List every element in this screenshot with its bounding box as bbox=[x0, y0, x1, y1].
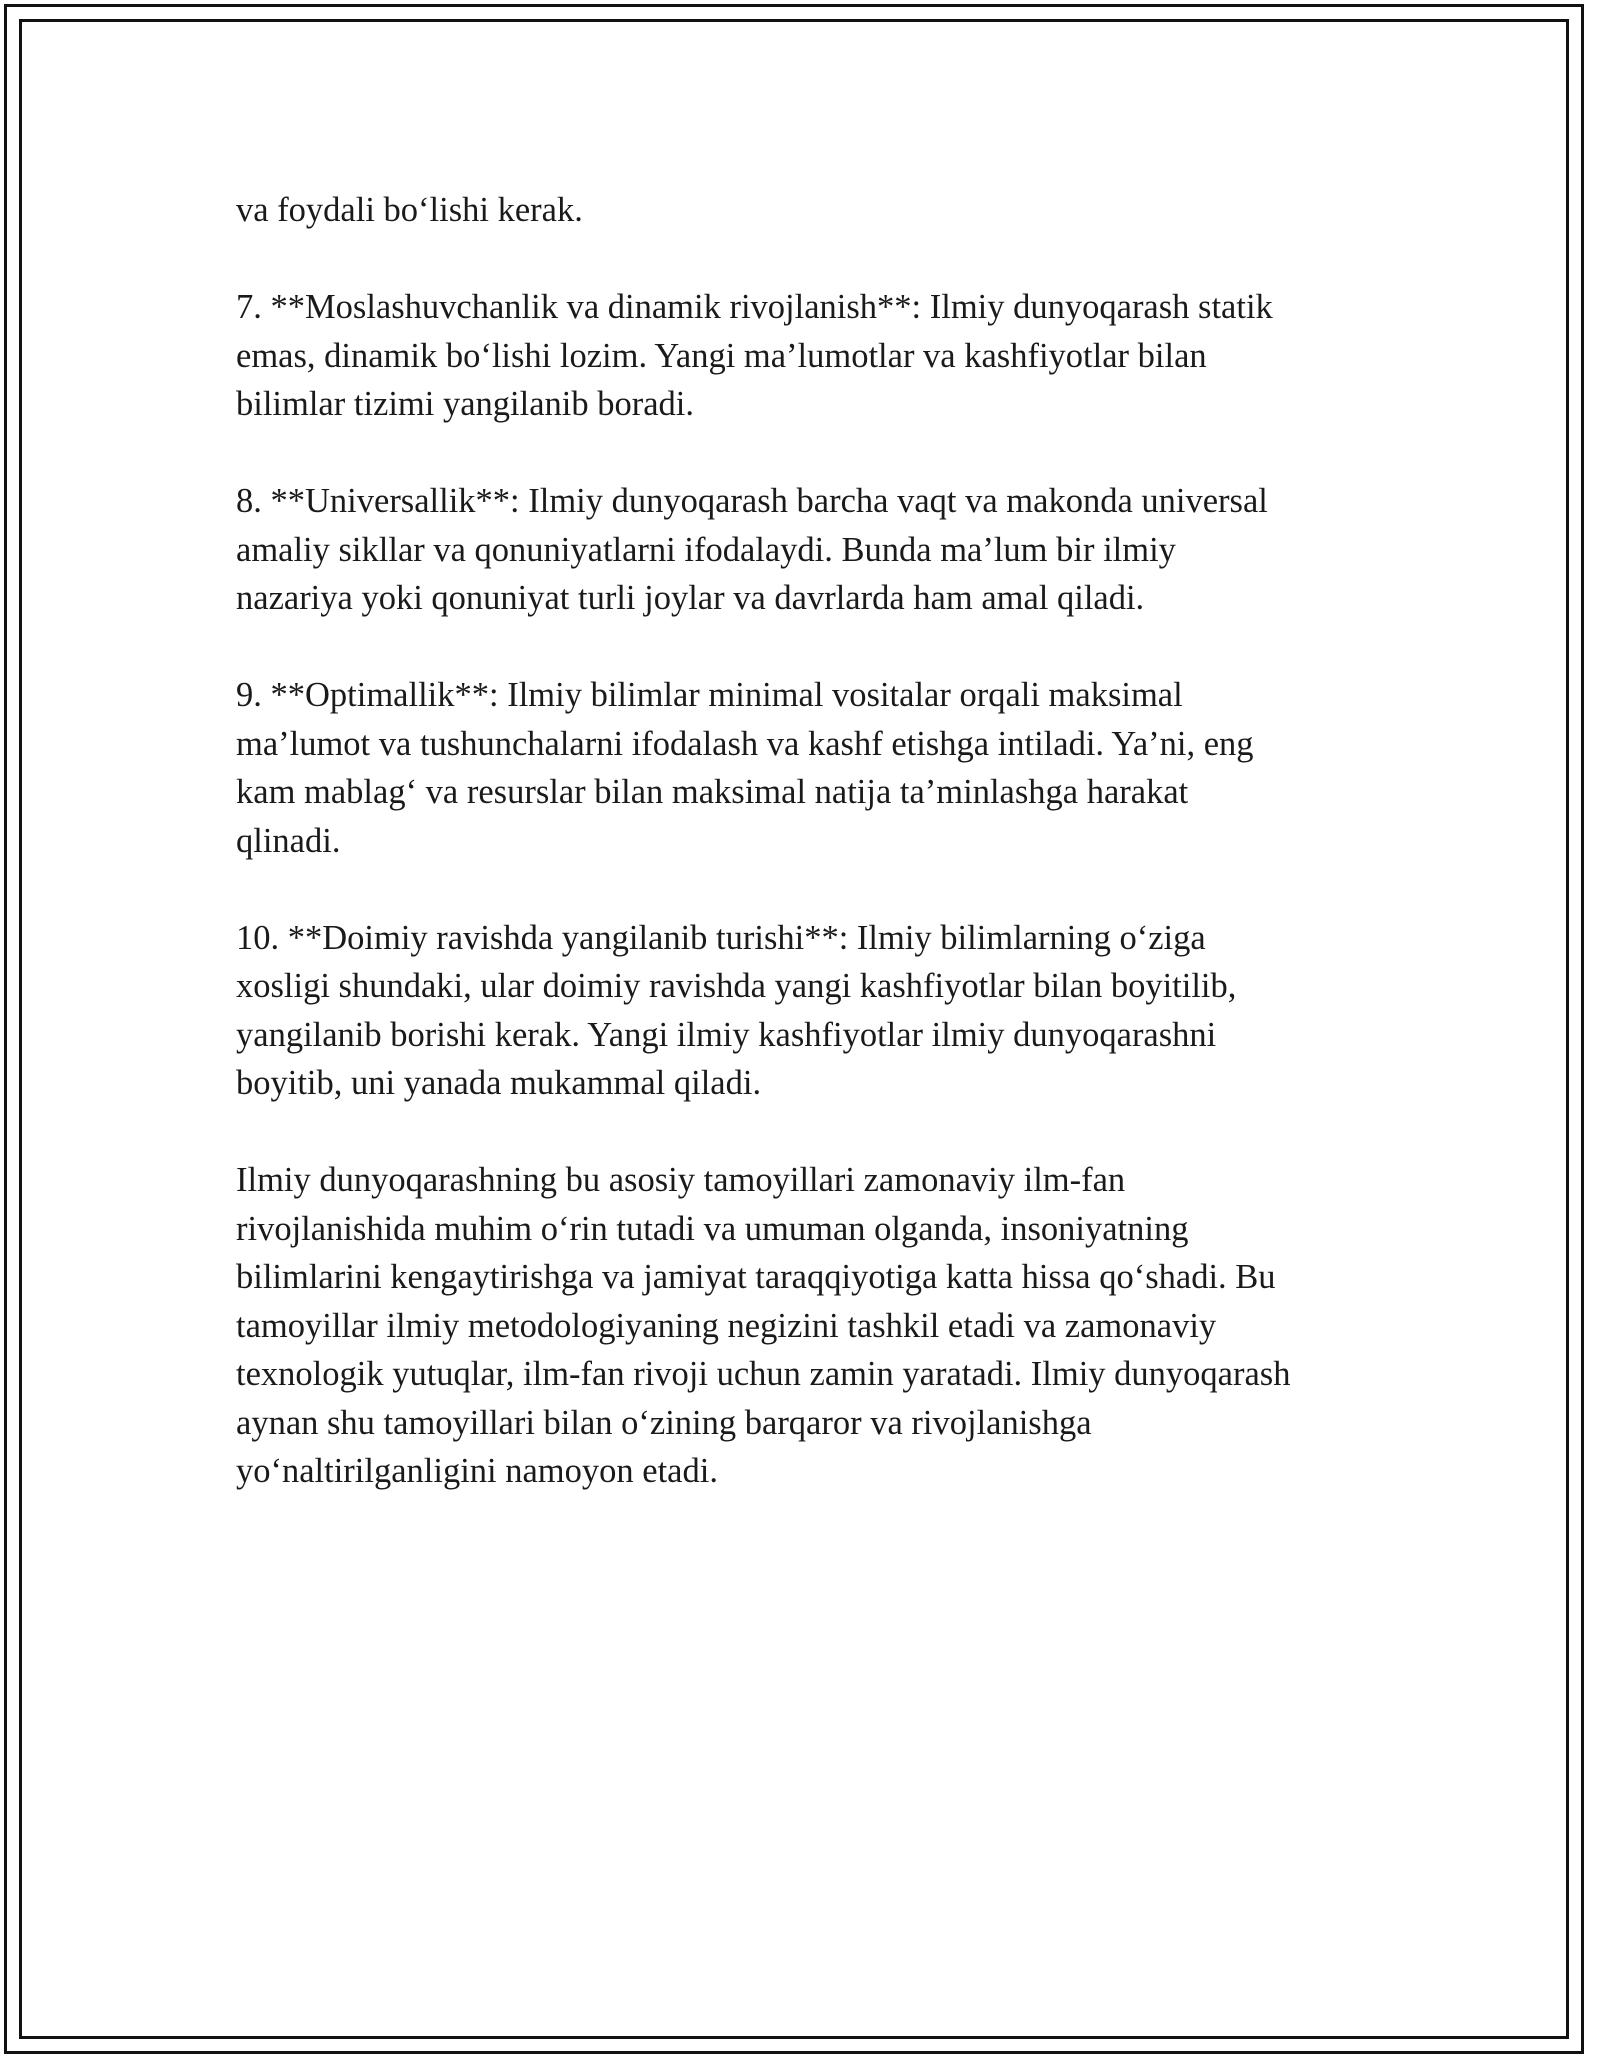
text-line: qlinadi. bbox=[236, 821, 341, 860]
text-line: aynan shu tamoyillari bilan o‘zining barqaror va rivojlanishga bbox=[236, 1403, 1092, 1442]
text-line: kam mablag‘ va resurslar bilan maksimal natija ta’minlashga harakat bbox=[236, 773, 1189, 811]
text-line: 8. **Universallik**: Ilmiy dunyoqarash barcha vaqt va makonda universal bbox=[236, 482, 1268, 520]
text-line: emas, dinamik bo‘lishi lozim. Yangi ma’lumotlar va kashfiyotlar bilan bbox=[236, 336, 1207, 375]
text-line: bilimlarini kengaytirishga va jamiyat taraqqiyotiga katta hissa qo‘shadi. Bu bbox=[236, 1258, 1276, 1296]
paragraph-item-9 bbox=[236, 671, 1376, 865]
text-line: 7. **Moslashuvchanlik va dinamik rivojlanish**: Ilmiy dunyoqarash statik bbox=[236, 288, 1273, 326]
text-line: texnologik yutuqlar, ilm-fan rivoji uchun zamin yaratadi. Ilmiy dunyoqarash bbox=[236, 1355, 1291, 1393]
text-line: xosligi shundaki, ular doimiy ravishda yangi kashfiyotlar bilan boyitilib, bbox=[236, 967, 1237, 1005]
paragraph-item-10 bbox=[236, 914, 1376, 1108]
text-line: ma’lumot va tushunchalarni ifodalash va kashf etishga intiladi. Ya’ni, eng bbox=[236, 724, 1254, 763]
text-line: nazariya yoki qonuniyat turli joylar va davrlarda ham amal qiladi. bbox=[236, 579, 1145, 617]
text-line: boyitib, uni yanada mukammal qiladi. bbox=[236, 1064, 762, 1102]
text-line: amaliy sikllar va qonuniyatlarni ifodalaydi. Bunda ma’lum bir ilmiy bbox=[236, 530, 1176, 569]
paragraph-item-8 bbox=[236, 477, 1376, 623]
text-line: 9. **Optimallik**: Ilmiy bilimlar minimal vositalar orqali maksimal bbox=[236, 676, 1183, 714]
text-line: yangilanib borishi kerak. Yangi ilmiy kashfiyotlar ilmiy dunyoqarashni bbox=[236, 1015, 1217, 1054]
paragraph-item-7 bbox=[236, 283, 1376, 429]
text-line: tamoyillar ilmiy metodologiyaning negizini tashkil etadi va zamonaviy bbox=[236, 1306, 1217, 1345]
text-line: va foydali bo‘lishi kerak. bbox=[236, 191, 583, 229]
text-line: yo‘naltirilganligini namoyon etadi. bbox=[236, 1452, 718, 1490]
text-line: bilimlar tizimi yangilanib boradi. bbox=[236, 385, 694, 423]
document-body bbox=[236, 186, 1376, 1544]
paragraph-conclusion bbox=[236, 1156, 1376, 1496]
text-line: rivojlanishida muhim o‘rin tutadi va umuman olganda, insoniyatning bbox=[236, 1209, 1189, 1248]
text-line: Ilmiy dunyoqarashning bu asosiy tamoyillari zamonaviy ilm-fan bbox=[236, 1161, 1126, 1199]
paragraph-continuation bbox=[236, 186, 1376, 235]
text-line: 10. **Doimiy ravishda yangilanib turishi**: Ilmiy bilimlarning o‘ziga bbox=[236, 918, 1206, 957]
